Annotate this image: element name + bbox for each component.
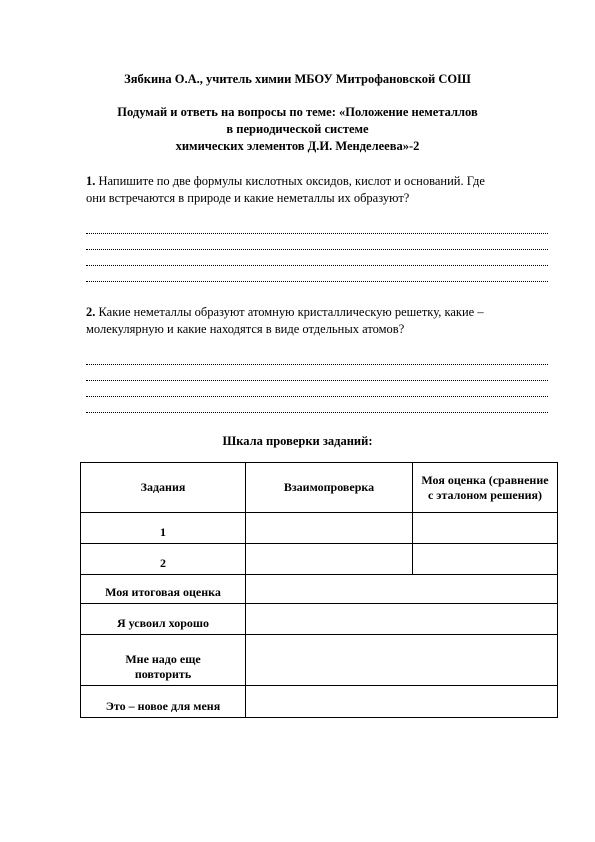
- need-repeat-label: [81, 635, 246, 686]
- task-2-label: 2: [81, 544, 246, 575]
- title-line-1: Подумай и ответь на вопросы по теме: «Положение неметаллов: [117, 105, 478, 119]
- answer-line[interactable]: [86, 397, 548, 413]
- final-grade-cell[interactable]: [246, 575, 558, 604]
- header-own-grade-line-1: Моя оценка (сравнение: [421, 472, 549, 487]
- question-2-text-line-1: Какие неметаллы образуют атомную кристаллическую решетку, какие –: [98, 305, 484, 319]
- new-for-me-cell[interactable]: [246, 686, 558, 718]
- need-repeat-line-2: повторить: [134, 667, 192, 681]
- task-1-label: 1: [81, 513, 246, 544]
- title-line-2: в периодической системе: [226, 122, 369, 136]
- table-row: [81, 686, 558, 718]
- question-1-text-line-2: они встречаются в природе и какие неметаллы их образуют?: [86, 191, 410, 205]
- answer-line[interactable]: [86, 250, 548, 266]
- need-repeat-line-1: Мне надо еще: [125, 652, 201, 666]
- answer-line[interactable]: [86, 266, 548, 282]
- question-2: [86, 304, 556, 338]
- header-task: Задания: [81, 463, 246, 513]
- final-grade-label: Моя итоговая оценка: [81, 575, 246, 604]
- task-2-own-cell[interactable]: [413, 544, 558, 575]
- table-row: [81, 575, 558, 604]
- task-1-own-cell[interactable]: [413, 513, 558, 544]
- table-row: [81, 544, 558, 575]
- question-1: [86, 173, 556, 207]
- answer-line[interactable]: [86, 218, 548, 234]
- answer-lines-2[interactable]: [86, 349, 548, 413]
- answer-line[interactable]: [86, 365, 548, 381]
- task-2-peer-cell[interactable]: [246, 544, 413, 575]
- header-own-grade: [413, 463, 558, 513]
- answer-line[interactable]: [86, 381, 548, 397]
- task-1-peer-cell[interactable]: [246, 513, 413, 544]
- table-row: [81, 604, 558, 635]
- question-1-text-line-1: Напишите по две формулы кислотных оксидов, кислот и оснований. Где: [98, 174, 485, 188]
- table-row: [81, 635, 558, 686]
- need-repeat-cell[interactable]: [246, 635, 558, 686]
- header-peer-review: Взаимопроверка: [246, 463, 413, 513]
- answer-line[interactable]: [86, 349, 548, 365]
- header-own-grade-line-2: с эталоном решения): [427, 487, 543, 502]
- answer-lines-1[interactable]: [86, 218, 548, 282]
- learned-well-label: Я усвоил хорошо: [81, 604, 246, 635]
- table-header-row: [81, 463, 558, 513]
- grading-table: [80, 462, 558, 718]
- worksheet-title: [0, 104, 595, 155]
- new-for-me-label: Это – новое для меня: [81, 686, 246, 718]
- answer-line[interactable]: [86, 234, 548, 250]
- scale-title: Шкала проверки заданий:: [222, 434, 373, 448]
- question-2-text-line-2: молекулярную и какие находятся в виде отдельных атомов?: [86, 322, 405, 336]
- question-1-number: 1.: [86, 174, 96, 188]
- table-row: [81, 513, 558, 544]
- question-2-number: 2.: [86, 305, 96, 319]
- title-line-3: химических элементов Д.И. Менделеева»-2: [175, 139, 420, 153]
- learned-well-cell[interactable]: [246, 604, 558, 635]
- author-line: Зябкина О.А., учитель химии МБОУ Митрофановской СОШ: [124, 72, 471, 86]
